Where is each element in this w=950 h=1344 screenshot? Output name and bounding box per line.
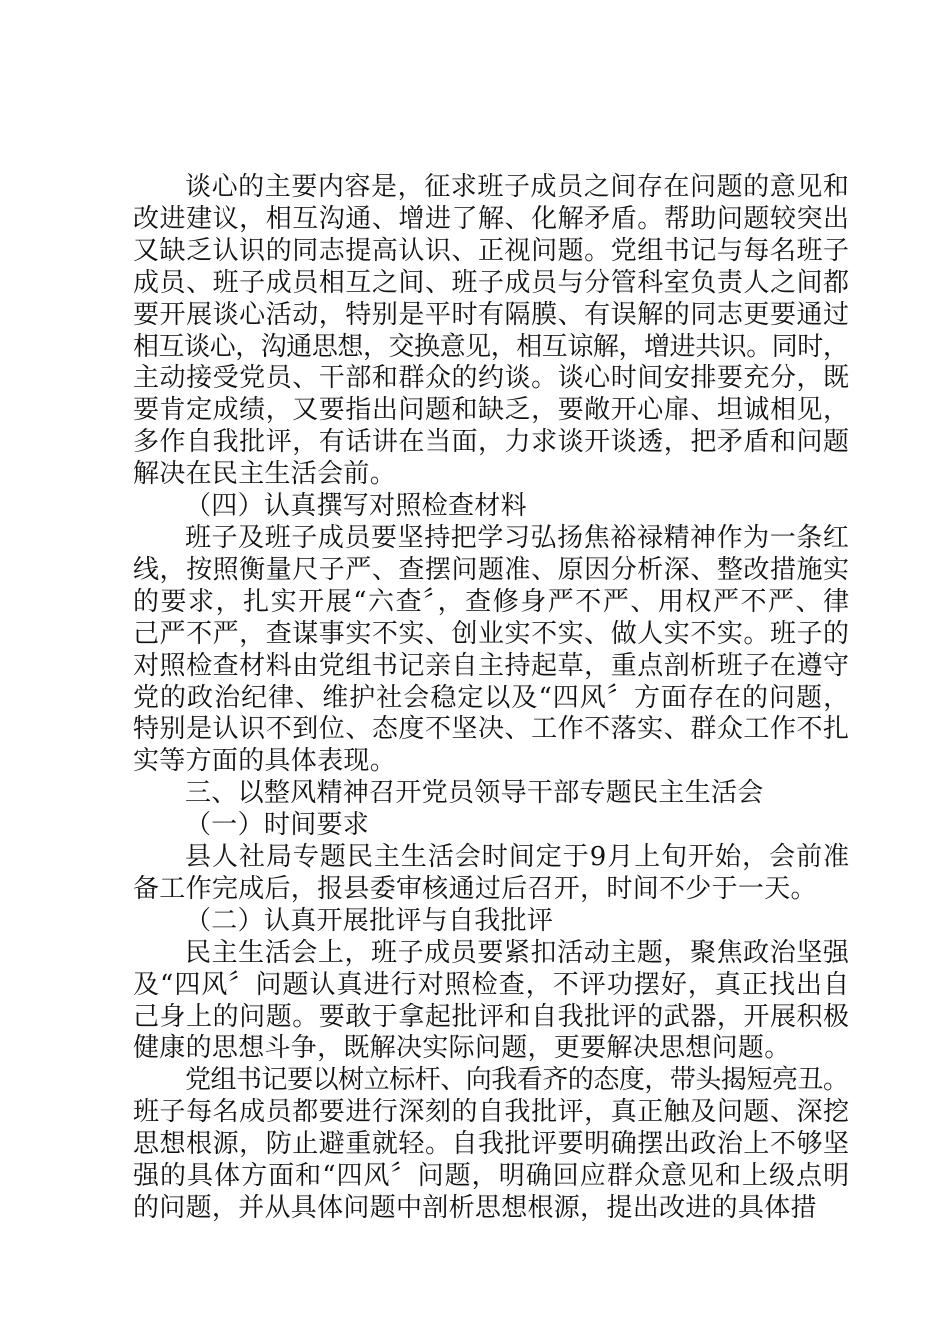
paragraph-line: 成员、班子成员相互之间、班子成员与分管科室负责人之间都 xyxy=(133,267,850,298)
paragraph-line: 班子及班子成员要坚持把学习弘扬焦裕禄精神作为一条红 xyxy=(185,522,850,553)
section-heading-h4: （四）认真撰写对照检查材料 xyxy=(185,491,527,522)
paragraph-line: 主动接受党员、干部和群众的约谈。谈心时间安排要充分，既 xyxy=(133,363,850,394)
document-body xyxy=(133,172,849,1225)
paragraph-p5 xyxy=(133,1065,849,1225)
paragraph-line: 要肯定成绩，又要指出问题和缺乏，要敞开心扉、坦诚相见， xyxy=(133,395,850,426)
paragraph-p1 xyxy=(133,172,849,491)
paragraph-line: 及“四风〞问题认真进行对照检查，不评功摆好，真正找出自 xyxy=(133,969,851,1000)
paragraph-line: 强的具体方面和“四风〞问题，明确回应群众意见和上级点明 xyxy=(133,1161,851,1192)
paragraph-line: 党组书记要以树立标杆、向我看齐的态度，带头揭短亮丑。 xyxy=(185,1065,849,1096)
paragraph-line: 备工作完成后，报县委审核通过后召开，时间不少于一天。 xyxy=(133,873,817,904)
paragraph-line: 改进建议，相互沟通、增进了解、化解矛盾。帮助问题较突出 xyxy=(133,203,850,234)
paragraph-p4 xyxy=(133,938,849,1066)
paragraph-line: 健康的思想斗争，既解决实际问题，更要解决思想问题。 xyxy=(133,1033,791,1064)
paragraph-p2 xyxy=(133,523,849,778)
section-heading-h3: 三、以整风精神召开党员领导干部专题民主生活会 xyxy=(185,778,764,809)
paragraph-line: 班子每名成员都要进行深刻的自我批评，真正触及问题、深挖 xyxy=(133,1097,850,1128)
paragraph-line: 党的政治纪律、维护社会稳定以及“四风〞方面存在的问题， xyxy=(133,682,851,713)
paragraph-line: 民主生活会上，班子成员要紧扣活动主题，聚焦政治坚强 xyxy=(185,937,850,968)
section-heading-h2: （二）认真开展批评与自我批评 xyxy=(185,905,554,936)
paragraph-line: 特别是认识不到位、态度不坚决、工作不落实、群众工作不扎 xyxy=(133,714,850,745)
paragraph-line: 线，按照衡量尺子严、查摆问题准、原因分析深、整改措施实 xyxy=(133,554,850,585)
section-heading-h1: （一）时间要求 xyxy=(185,810,370,841)
paragraph-line: 的要求，扎实开展“六查〞，查修身严不严、用权严不严、律 xyxy=(133,586,851,617)
paragraph-line: 相互谈心，沟通思想，交换意见，相互谅解，增进共识。同时， xyxy=(133,331,849,362)
paragraph-line: 对照检查材料由党组书记亲自主持起草，重点剖析班子在遵守 xyxy=(133,650,850,681)
paragraph-line: 实等方面的具体表现。 xyxy=(133,746,397,777)
paragraph-line: 多作自我批评，有话讲在当面，力求谈开谈透，把矛盾和问题 xyxy=(133,427,850,458)
paragraph-line: 又缺乏认识的同志提高认识、正视问题。党组书记与每名班子 xyxy=(133,235,850,266)
paragraph-line: 思想根源，防止避重就轻。自我批评要明确摆出政治上不够坚 xyxy=(133,1129,850,1160)
paragraph-line: 己严不严，查谋事实不实、创业实不实、做人实不实。班子的 xyxy=(133,618,850,649)
paragraph-line: 谈心的主要内容是，征求班子成员之间存在问题的意见和 xyxy=(185,172,850,202)
paragraph-line: 要开展谈心活动，特别是平时有隔膜、有误解的同志更要通过 xyxy=(133,299,850,330)
paragraph-line: 县人社局专题民主生活会时间定于9月上旬开始，会前准 xyxy=(185,842,851,873)
paragraph-line: 解决在民主生活会前。 xyxy=(133,459,397,490)
paragraph-p3 xyxy=(133,842,849,906)
paragraph-line: 的问题，并从具体问题中剖析思想根源，提出改进的具体措 xyxy=(133,1193,817,1223)
paragraph-line: 己身上的问题。要敢于拿起批评和自我批评的武器，开展积极 xyxy=(133,1001,850,1032)
